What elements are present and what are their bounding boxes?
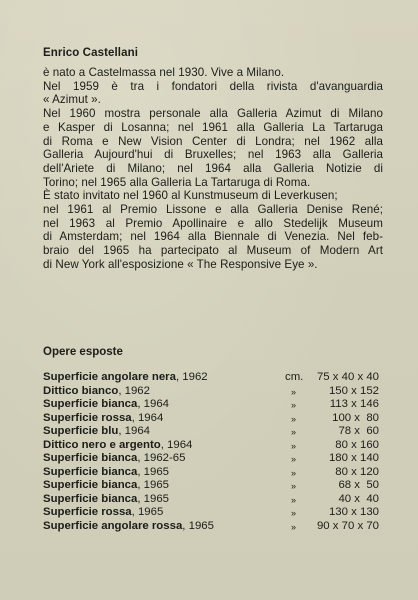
unit-marker: cm. (285, 371, 304, 383)
bio-line: Nel 1960 mostra personale alla Galleria Azimut di Milano (43, 107, 383, 121)
ditto-mark: » (291, 440, 297, 451)
ditto-mark: » (291, 494, 297, 505)
works-heading: Opere esposte (43, 346, 123, 358)
work-name: Superficie rossa (43, 506, 132, 519)
work-year: , 1965 (137, 492, 169, 505)
author-name: Enrico Castellani (43, 47, 139, 59)
work-dimensions: 80 x 160 (335, 438, 379, 451)
work-dimensions: 78 x 60 (338, 425, 379, 438)
bio-line: Nel 1959 è tra i fondatori della rivista d'avanguardia (43, 79, 383, 93)
ditto-mark: » (291, 481, 297, 492)
bio-line: nel 1961 al Premio Lissone e alla Galleria Denise René; (43, 203, 383, 217)
work-name: Superficie bianca (43, 479, 138, 492)
work-dimensions: 40 x 40 (338, 492, 379, 505)
work-title (43, 371, 208, 385)
work-title (43, 452, 185, 466)
work-row (43, 479, 379, 493)
work-dimensions: 75 x 40 x 40 (316, 371, 379, 383)
work-row (43, 425, 379, 439)
work-dimensions: 80 x 120 (335, 465, 379, 478)
ditto-mark: » (291, 454, 297, 465)
work-name: Dittico bianco (43, 384, 119, 397)
work-name: Superficie bianca (43, 492, 138, 505)
work-year: , 1964 (131, 411, 164, 424)
work-year: , 1964 (118, 425, 150, 438)
work-name: Superficie bianca (43, 452, 138, 465)
ditto-mark: » (291, 522, 297, 533)
work-title (43, 466, 169, 480)
bio-line: nel 1963 al Premio Apollinaire e allo Stedelijk Museum (43, 216, 383, 230)
work-dimensions: 180 x 140 (328, 452, 379, 465)
work-row (43, 493, 379, 507)
work-dimensions: 100 x 80 (332, 411, 379, 424)
work-dimensions: 150 x 152 (328, 384, 379, 397)
bio-line: è nato a Castelmassa nel 1930. Vive a Milano. (43, 66, 285, 79)
bio-line: Galleria Aujourd'hui di Bruxelles; nel 1963 alla Galleria (43, 148, 383, 162)
work-year: , 1965 (131, 506, 164, 519)
work-row (43, 506, 379, 520)
bio-line: Torino; nel 1965 alla Galleria La Tartaruga di Roma. (43, 175, 311, 189)
ditto-mark: » (291, 427, 297, 438)
work-row (43, 412, 379, 426)
work-row (43, 439, 379, 453)
work-row (43, 520, 379, 534)
work-name: Superficie angolare rossa (43, 520, 183, 533)
work-row (43, 466, 379, 480)
work-name: Superficie rossa (43, 411, 132, 424)
work-title (43, 412, 163, 426)
ditto-mark: » (291, 400, 297, 411)
bio-line: È stato invitato nel 1960 al Kunstmuseum di Leverkusen; (43, 189, 338, 203)
work-title (43, 493, 169, 507)
work-title (43, 439, 192, 453)
work-year: , 1962 (118, 384, 150, 397)
works-list (43, 371, 379, 534)
work-name: Superficie angolare nera (43, 371, 176, 383)
work-row (43, 452, 379, 466)
work-year: , 1964 (160, 438, 193, 451)
work-year: , 1964 (137, 398, 169, 411)
bio-line: « Azimut ». (43, 93, 101, 107)
work-title (43, 398, 169, 412)
biography (43, 66, 383, 272)
ditto-mark: » (291, 386, 297, 397)
work-dimensions: 130 x 130 (328, 506, 379, 519)
work-dimensions: 113 x 146 (329, 398, 379, 411)
bio-line: e Kasper di Losanna; nel 1961 alla Galleria La Tartaruga (43, 120, 383, 134)
ditto-mark: » (291, 413, 297, 424)
work-row (43, 385, 379, 399)
work-title (43, 479, 169, 493)
work-row (43, 398, 379, 412)
work-year: , 1962 (175, 371, 208, 383)
ditto-mark: » (291, 467, 297, 478)
work-name: Superficie bianca (43, 398, 138, 411)
bio-line: di Roma e New Vision Center di Londra; nel 1962 alla (43, 134, 383, 148)
bio-line: di Amsterdam; nel 1964 alla Biennale di Venezia. Nel feb- (43, 230, 383, 244)
work-year: , 1965 (137, 479, 169, 492)
work-title (43, 385, 150, 399)
bio-line: di New York all'esposizione « The Responsive Eye ». (43, 257, 318, 271)
work-dimensions: 68 x 50 (338, 479, 379, 492)
bio-line: dell'Ariete di Milano; nel 1964 alla Galleria Notizie di (43, 161, 383, 175)
work-title (43, 520, 214, 534)
ditto-mark: » (291, 508, 297, 519)
work-name: Superficie bianca (43, 465, 138, 478)
work-name: Dittico nero e argento (43, 438, 161, 451)
work-dimensions: 90 x 70 x 70 (316, 520, 379, 533)
work-title (43, 506, 163, 520)
work-year: , 1965 (182, 520, 214, 533)
bio-line: braio del 1965 ha partecipato al Museum of Modern Art (43, 244, 383, 258)
work-row (43, 371, 379, 385)
work-title (43, 425, 150, 439)
work-year: , 1965 (137, 465, 169, 478)
work-year: , 1962-65 (137, 452, 186, 465)
work-name: Superficie blu (43, 425, 119, 438)
